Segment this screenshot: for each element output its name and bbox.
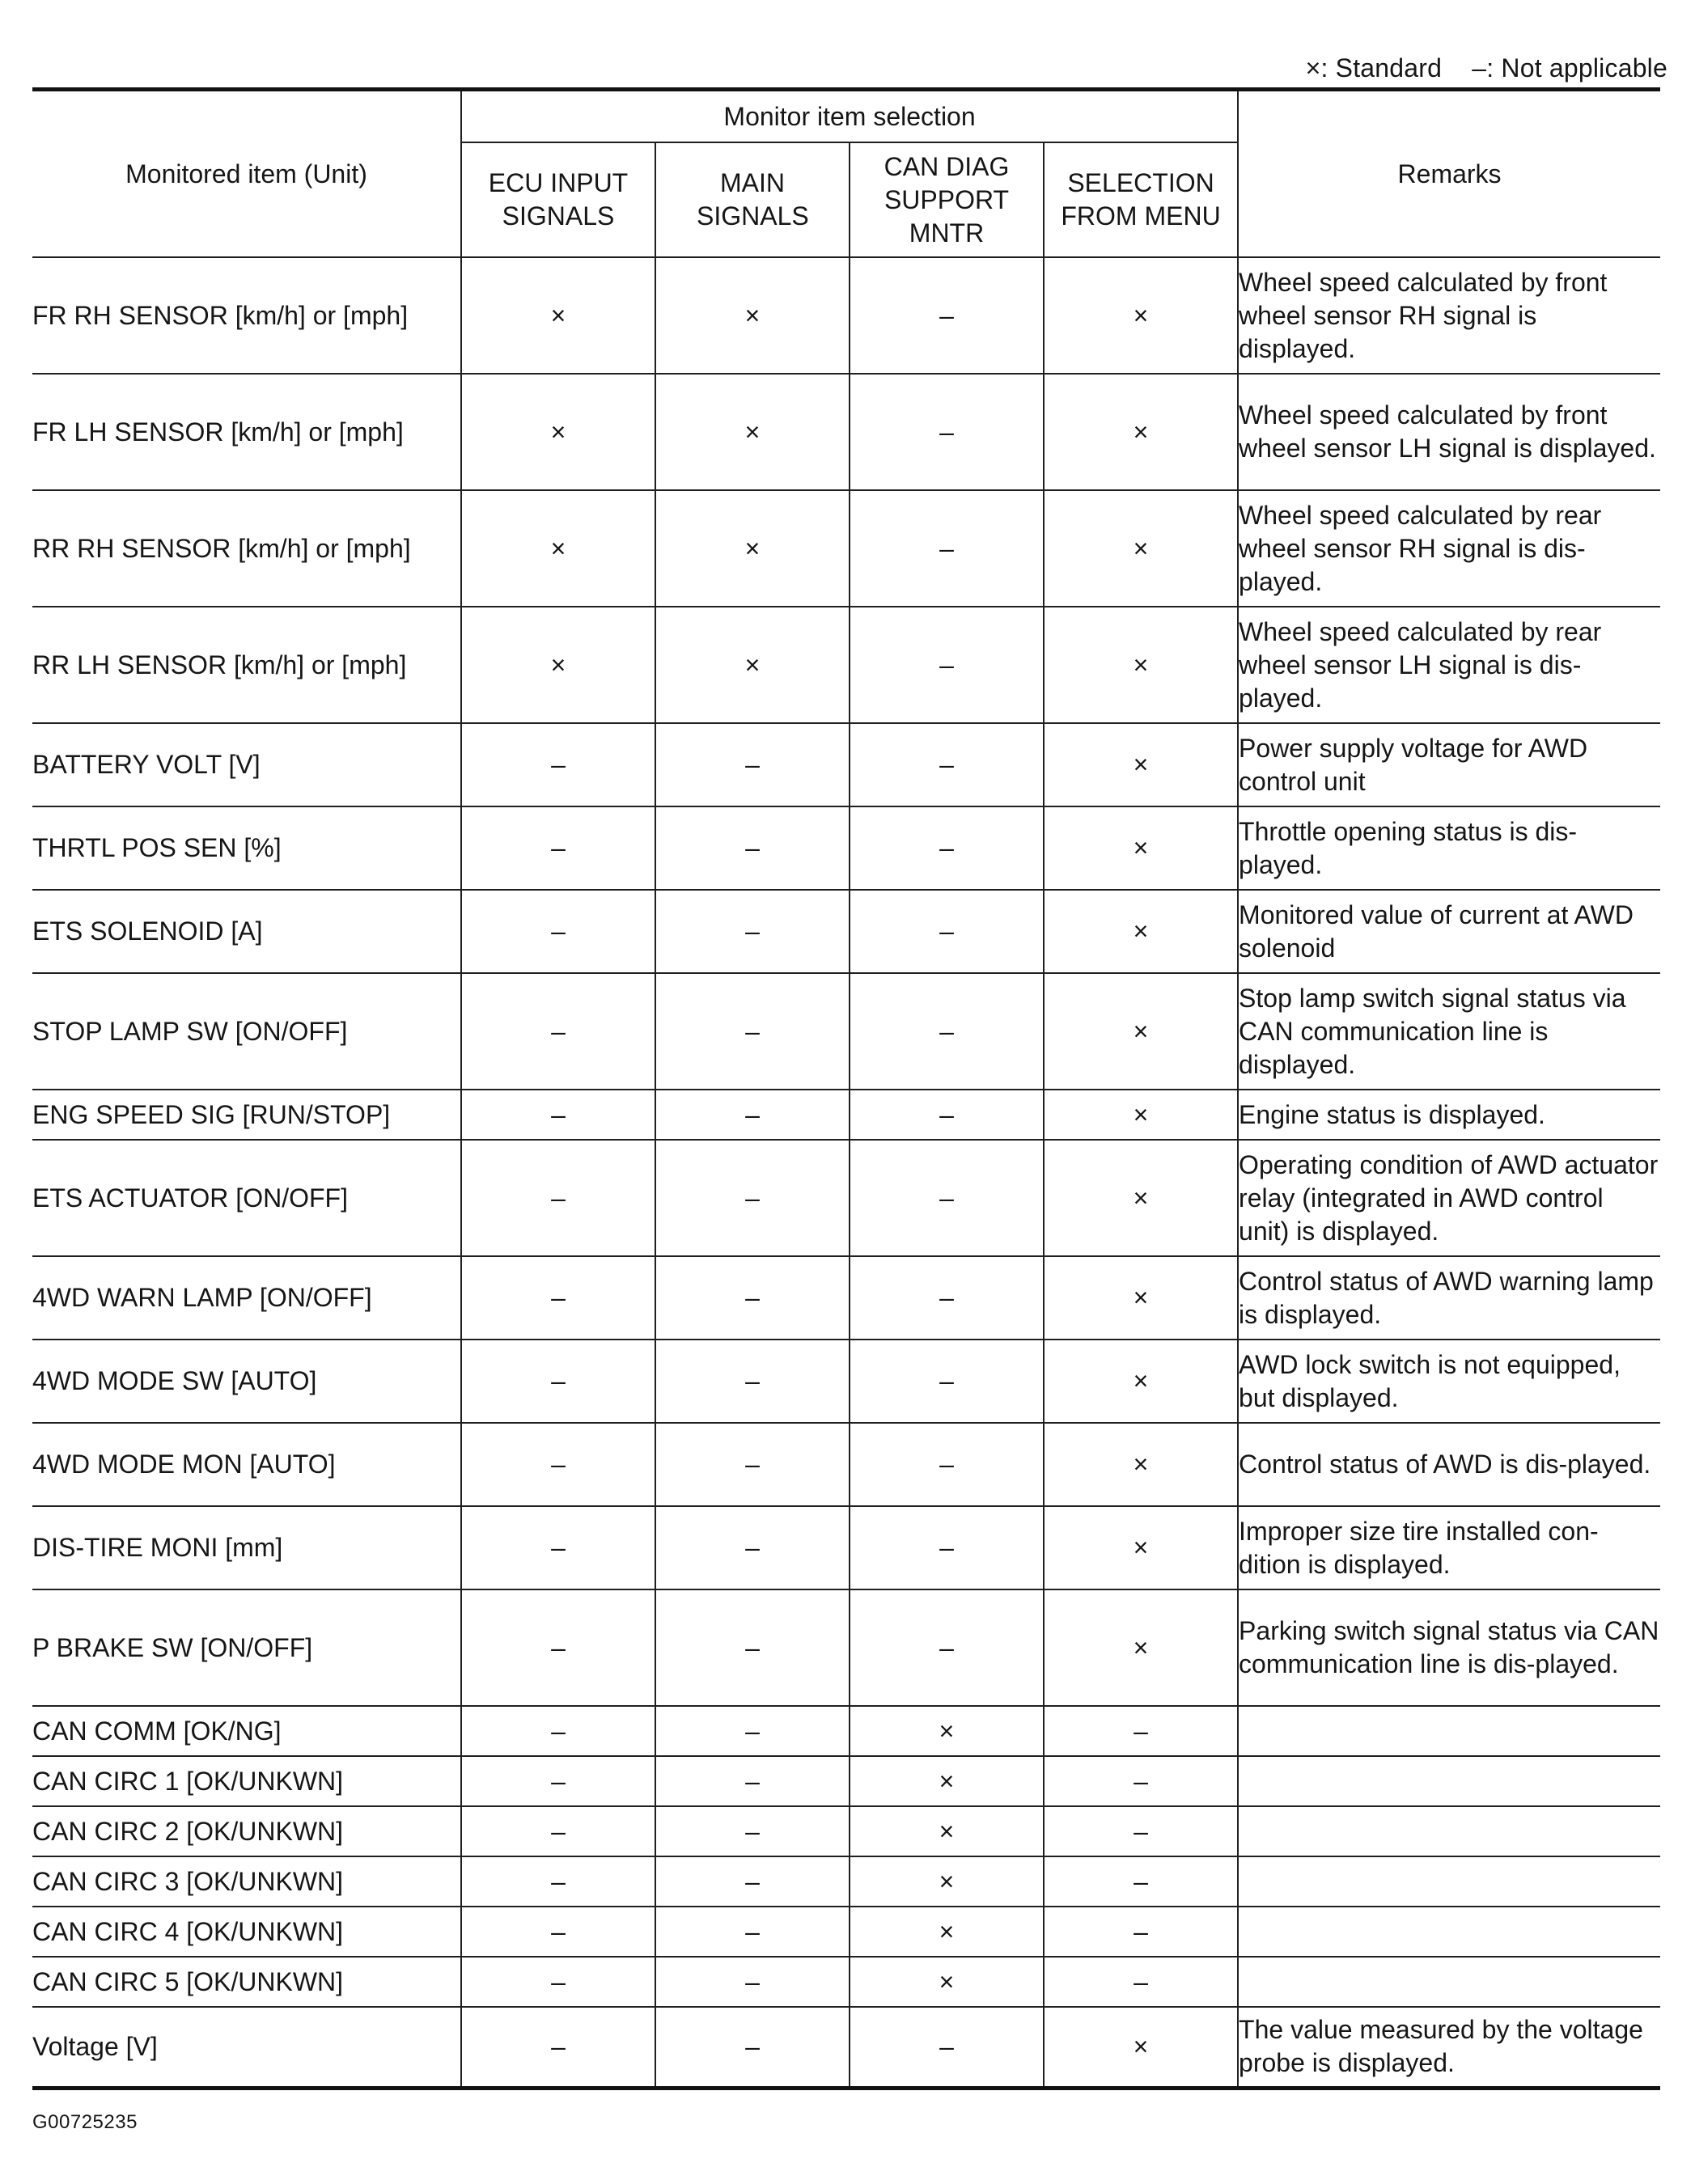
can-mark-cell: × [850,1706,1044,1756]
remarks-cell: Control status of AWD is dis-played. [1238,1423,1660,1506]
menu-mark-cell: × [1044,1140,1238,1256]
can-mark-cell: – [850,257,1044,374]
menu-mark-cell: × [1044,723,1238,806]
ecu-mark-cell: × [461,257,655,374]
main-mark-cell: – [655,723,850,806]
remarks-cell: Power supply voltage for AWD control unit [1238,723,1660,806]
table-row [32,1856,1660,1907]
remarks-cell: Engine status is displayed. [1238,1090,1660,1140]
monitor-item-table [32,87,1660,2090]
monitored-item-cell: ETS ACTUATOR [ON/OFF] [32,1140,461,1256]
remarks-cell: The value measured by the voltage probe is displayed. [1238,2007,1660,2088]
main-mark-cell: – [655,1256,850,1340]
table-row [32,806,1660,890]
ecu-mark-cell: – [461,1256,655,1340]
monitored-item-cell: RR RH SENSOR [km/h] or [mph] [32,490,461,607]
monitored-item-cell: 4WD MODE SW [AUTO] [32,1340,461,1423]
menu-mark-cell: × [1044,1506,1238,1589]
table-row [32,2007,1660,2088]
table-row [32,890,1660,973]
menu-mark-cell: × [1044,490,1238,607]
remarks-cell: Monitored value of current at AWD solenoid [1238,890,1660,973]
can-mark-cell: – [850,890,1044,973]
remarks-cell: Stop lamp switch signal status via CAN communication line is displayed. [1238,973,1660,1090]
main-mark-cell: – [655,890,850,973]
header-main-signals: MAIN SIGNALS [655,142,850,257]
can-mark-cell: × [850,1907,1044,1957]
can-mark-cell: – [850,1256,1044,1340]
ecu-mark-cell: – [461,1706,655,1756]
can-mark-cell: – [850,1340,1044,1423]
main-mark-cell: × [655,374,850,490]
ecu-mark-cell: – [461,806,655,890]
table-row [32,1907,1660,1957]
menu-mark-cell: × [1044,374,1238,490]
remarks-cell: Wheel speed calculated by rear wheel sensor LH signal is dis-played. [1238,607,1660,723]
main-mark-cell: – [655,1957,850,2007]
table-row [32,1706,1660,1756]
ecu-mark-cell: – [461,723,655,806]
remarks-cell: Throttle opening status is dis-played. [1238,806,1660,890]
remarks-cell: Wheel speed calculated by rear wheel sensor RH signal is dis-played. [1238,490,1660,607]
table-row [32,723,1660,806]
menu-mark-cell: – [1044,1856,1238,1907]
table-row [32,1140,1660,1256]
can-mark-cell: – [850,1140,1044,1256]
main-mark-cell: – [655,1140,850,1256]
main-mark-cell: × [655,607,850,723]
legend [1283,53,1667,83]
header-remarks: Remarks [1238,90,1660,258]
monitored-item-cell: BATTERY VOLT [V] [32,723,461,806]
remarks-cell: Wheel speed calculated by front wheel sensor RH signal is displayed. [1238,257,1660,374]
remarks-cell [1238,1706,1660,1756]
monitored-item-cell: CAN CIRC 2 [OK/UNKWN] [32,1806,461,1856]
ecu-mark-cell: – [461,1856,655,1907]
table-row [32,1340,1660,1423]
table-row [32,1423,1660,1506]
main-mark-cell: – [655,2007,850,2088]
menu-mark-cell: – [1044,1957,1238,2007]
table-row [32,1256,1660,1340]
can-mark-cell: – [850,374,1044,490]
ecu-mark-cell: – [461,2007,655,2088]
menu-mark-cell: × [1044,607,1238,723]
ecu-mark-cell: – [461,890,655,973]
table-row [32,257,1660,374]
menu-mark-cell: × [1044,1340,1238,1423]
can-mark-cell: – [850,806,1044,890]
monitored-item-cell: CAN CIRC 5 [OK/UNKWN] [32,1957,461,2007]
menu-mark-cell: – [1044,1706,1238,1756]
ecu-mark-cell: – [461,1506,655,1589]
monitored-item-cell: 4WD WARN LAMP [ON/OFF] [32,1256,461,1340]
monitored-item-cell: 4WD MODE MON [AUTO] [32,1423,461,1506]
table-row [32,607,1660,723]
legend-standard: ×: Standard [1305,53,1443,83]
main-mark-cell: – [655,1090,850,1140]
monitored-item-cell: FR LH SENSOR [km/h] or [mph] [32,374,461,490]
table-row [32,490,1660,607]
table-row [32,1506,1660,1589]
main-mark-cell: – [655,1706,850,1756]
can-mark-cell: – [850,1423,1044,1506]
table-row [32,1957,1660,2007]
remarks-cell [1238,1806,1660,1856]
can-mark-cell: × [850,1856,1044,1907]
can-mark-cell: – [850,1090,1044,1140]
header-selection-from-menu: SELECTION FROM MENU [1044,142,1238,257]
monitored-item-cell: Voltage [V] [32,2007,461,2088]
menu-mark-cell: × [1044,1589,1238,1706]
menu-mark-cell: – [1044,1806,1238,1856]
main-mark-cell: – [655,1340,850,1423]
remarks-cell [1238,1957,1660,2007]
table-row [32,1806,1660,1856]
menu-mark-cell: × [1044,1423,1238,1506]
monitored-item-cell: CAN COMM [OK/NG] [32,1706,461,1756]
can-mark-cell: – [850,1589,1044,1706]
header-ecu-input-signals: ECU INPUT SIGNALS [461,142,655,257]
table-row [32,1589,1660,1706]
menu-mark-cell: – [1044,1907,1238,1957]
remarks-cell: Operating condition of AWD actuator relay (integrated in AWD control unit) is displayed. [1238,1140,1660,1256]
monitored-item-cell: RR LH SENSOR [km/h] or [mph] [32,607,461,723]
can-mark-cell: – [850,2007,1044,2088]
menu-mark-cell: – [1044,1756,1238,1806]
ecu-mark-cell: – [461,1957,655,2007]
table-row [32,1756,1660,1806]
can-mark-cell: – [850,1506,1044,1589]
main-mark-cell: × [655,257,850,374]
monitored-item-cell: CAN CIRC 4 [OK/UNKWN] [32,1907,461,1957]
header-monitor-item-selection: Monitor item selection [461,90,1238,143]
main-mark-cell: – [655,1589,850,1706]
header-can-diag-support-mntr: CAN DIAG SUPPORT MNTR [850,142,1044,257]
table-row [32,973,1660,1090]
main-mark-cell: – [655,1907,850,1957]
remarks-cell: Control status of AWD warning lamp is displayed. [1238,1256,1660,1340]
ecu-mark-cell: – [461,1589,655,1706]
table-row [32,1090,1660,1140]
ecu-mark-cell: – [461,1140,655,1256]
figure-code: G00725235 [32,2111,138,2133]
remarks-cell: Wheel speed calculated by front wheel sensor LH signal is displayed. [1238,374,1660,490]
monitored-item-cell: DIS-TIRE MONI [mm] [32,1506,461,1589]
can-mark-cell: × [850,1957,1044,2007]
remarks-cell: Parking switch signal status via CAN communication line is dis-played. [1238,1589,1660,1706]
main-mark-cell: – [655,1423,850,1506]
main-mark-cell: – [655,1856,850,1907]
monitored-item-cell: FR RH SENSOR [km/h] or [mph] [32,257,461,374]
monitored-item-cell: CAN CIRC 3 [OK/UNKWN] [32,1856,461,1907]
can-mark-cell: – [850,490,1044,607]
remarks-cell [1238,1756,1660,1806]
main-mark-cell: – [655,1506,850,1589]
can-mark-cell: – [850,723,1044,806]
menu-mark-cell: × [1044,890,1238,973]
header-monitored-item: Monitored item (Unit) [32,90,461,258]
ecu-mark-cell: – [461,1340,655,1423]
ecu-mark-cell: × [461,490,655,607]
ecu-mark-cell: – [461,1756,655,1806]
menu-mark-cell: × [1044,2007,1238,2088]
can-mark-cell: – [850,607,1044,723]
monitored-item-cell: STOP LAMP SW [ON/OFF] [32,973,461,1090]
main-mark-cell: × [655,490,850,607]
ecu-mark-cell: × [461,374,655,490]
menu-mark-cell: × [1044,973,1238,1090]
menu-mark-cell: × [1044,1256,1238,1340]
ecu-mark-cell: – [461,1423,655,1506]
legend-not-applicable: –: Not applicable [1472,53,1667,83]
can-mark-cell: – [850,973,1044,1090]
menu-mark-cell: × [1044,806,1238,890]
monitored-item-cell: THRTL POS SEN [%] [32,806,461,890]
can-mark-cell: × [850,1806,1044,1856]
monitored-item-cell: P BRAKE SW [ON/OFF] [32,1589,461,1706]
remarks-cell [1238,1907,1660,1957]
remarks-cell [1238,1856,1660,1907]
can-mark-cell: × [850,1756,1044,1806]
main-mark-cell: – [655,806,850,890]
monitored-item-cell: ENG SPEED SIG [RUN/STOP] [32,1090,461,1140]
menu-mark-cell: × [1044,1090,1238,1140]
main-mark-cell: – [655,973,850,1090]
ecu-mark-cell: – [461,1907,655,1957]
remarks-cell: AWD lock switch is not equipped, but displayed. [1238,1340,1660,1423]
main-mark-cell: – [655,1806,850,1856]
ecu-mark-cell: – [461,973,655,1090]
remarks-cell: Improper size tire installed con-dition is displayed. [1238,1506,1660,1589]
main-mark-cell: – [655,1756,850,1806]
ecu-mark-cell: – [461,1090,655,1140]
monitored-item-cell: CAN CIRC 1 [OK/UNKWN] [32,1756,461,1806]
ecu-mark-cell: – [461,1806,655,1856]
ecu-mark-cell: × [461,607,655,723]
monitored-item-cell: ETS SOLENOID [A] [32,890,461,973]
table-row [32,374,1660,490]
menu-mark-cell: × [1044,257,1238,374]
